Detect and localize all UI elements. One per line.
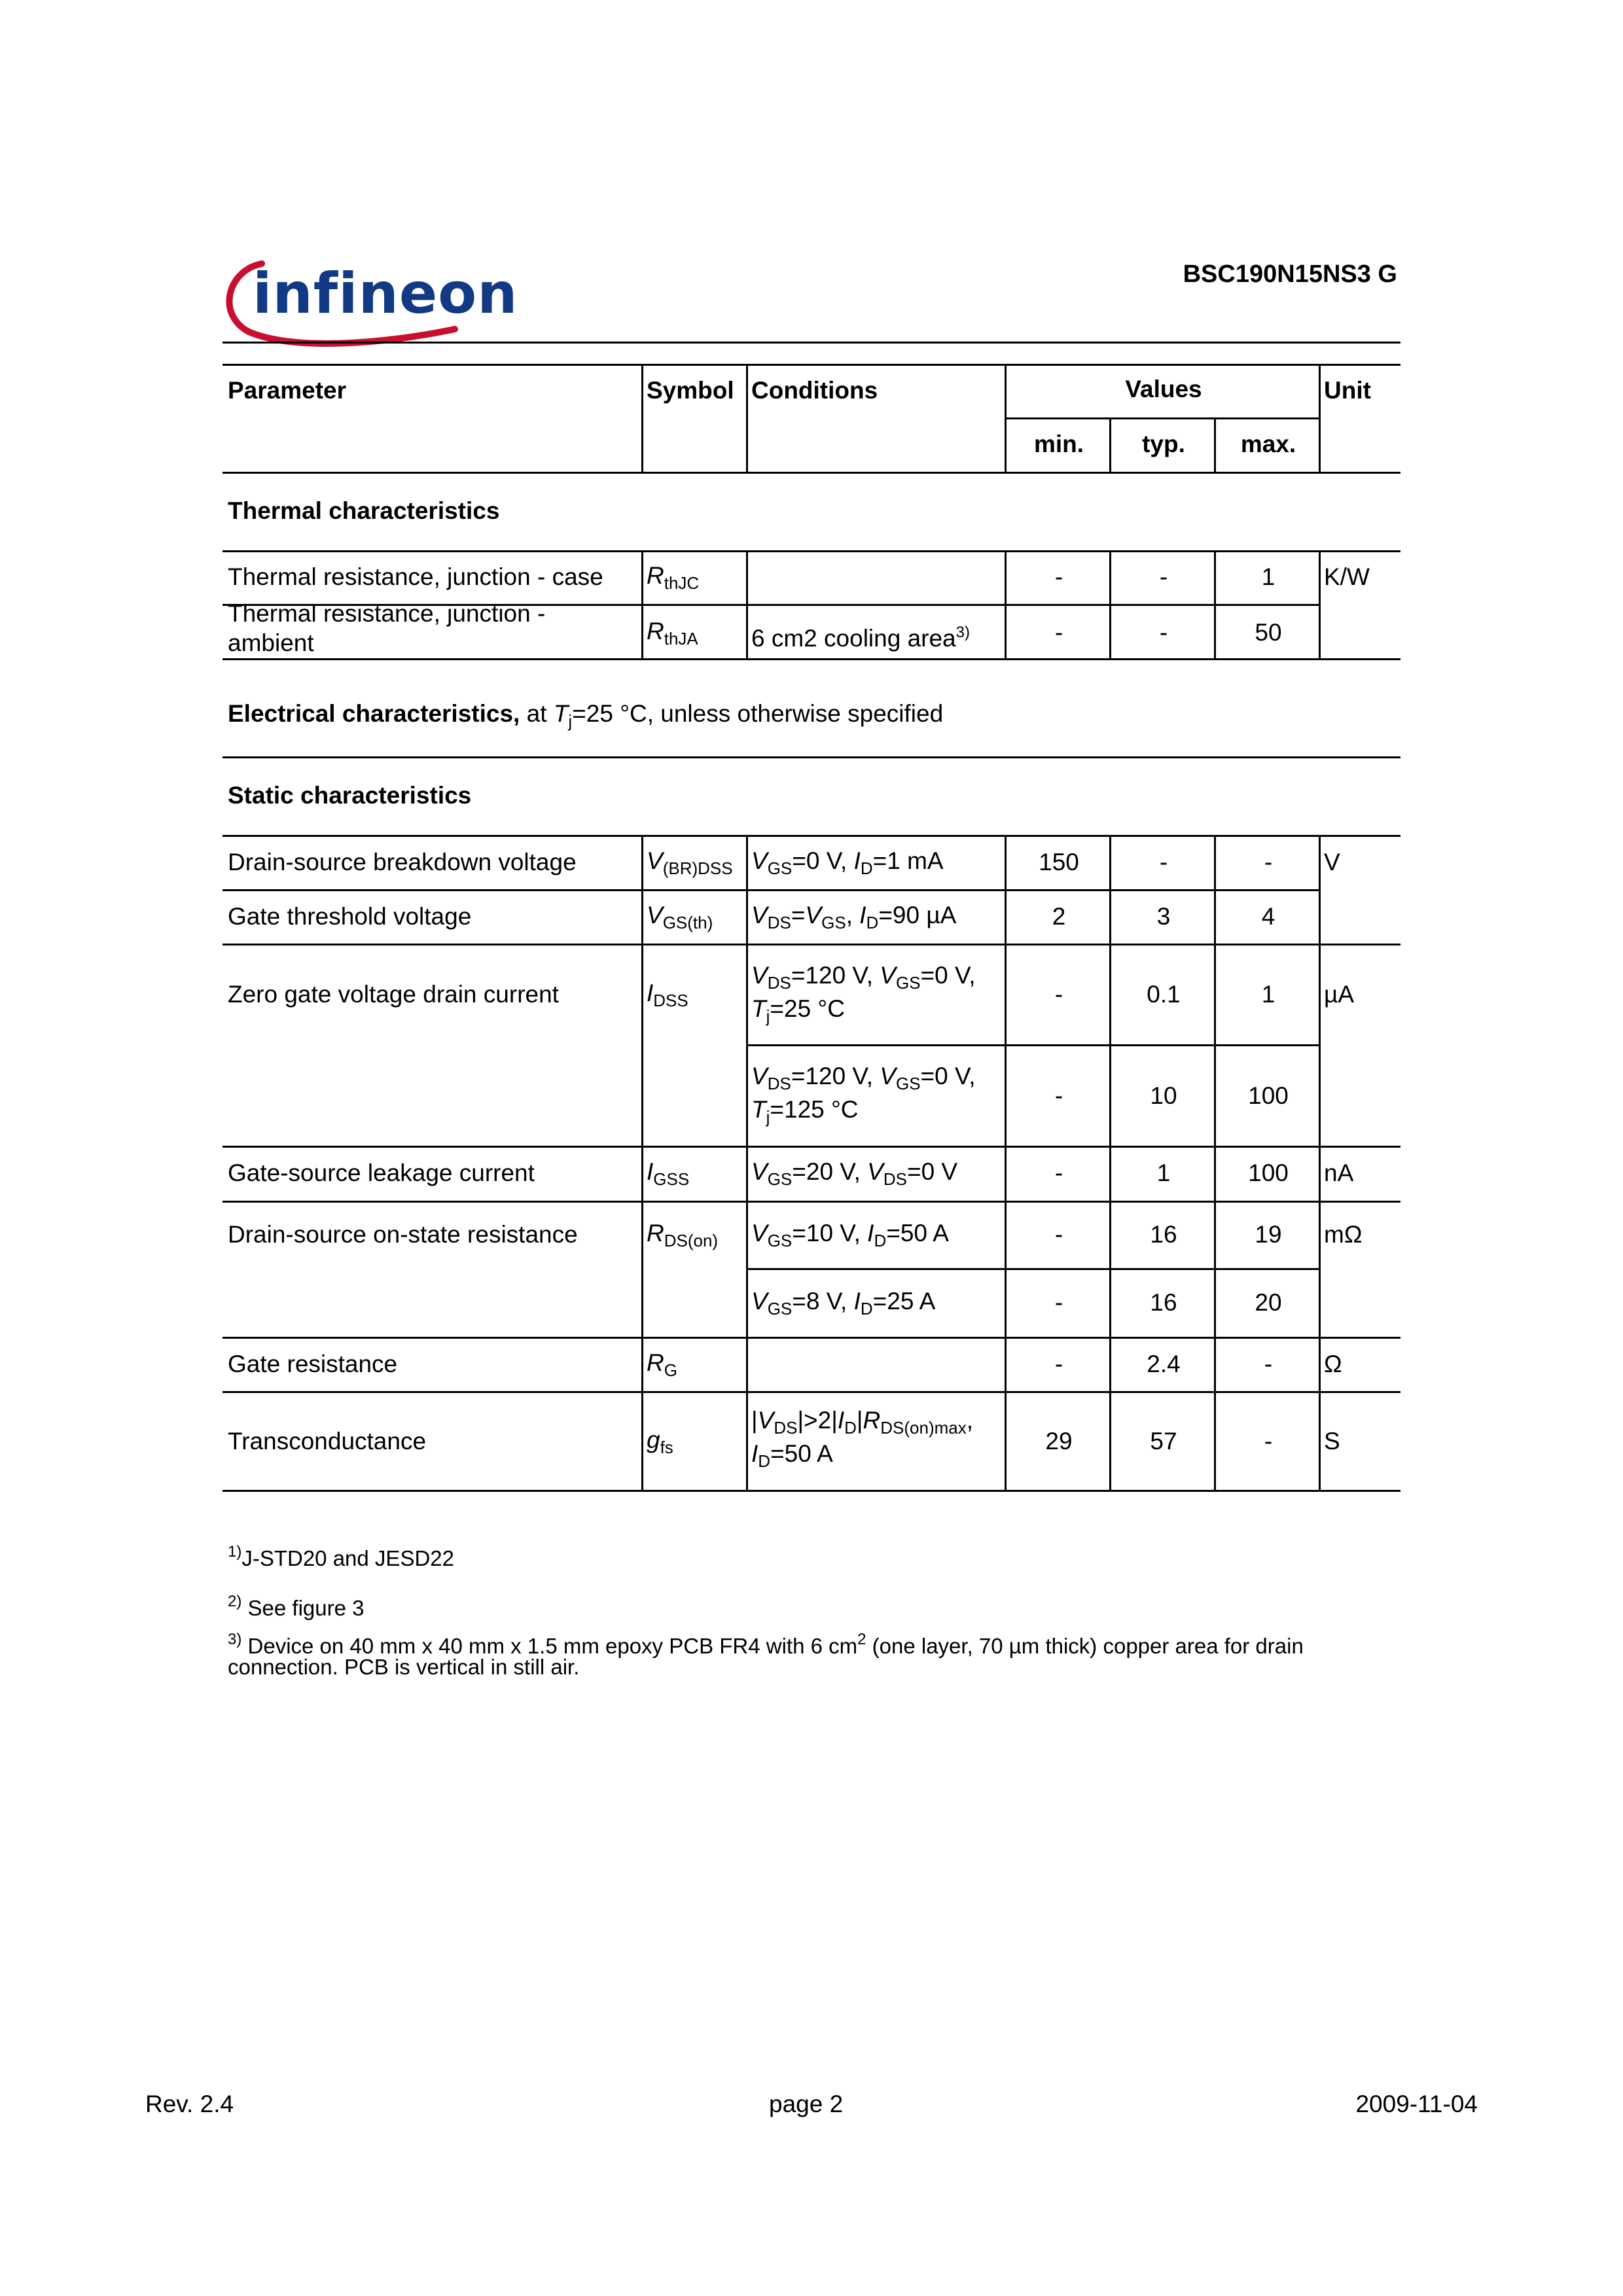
cond-zero-gate-2b: $T_j=125$ °C: [751, 1096, 859, 1127]
unit-breakdown: V: [1324, 849, 1340, 875]
min-on-res-2: -: [1054, 1289, 1063, 1316]
col-divider: [641, 364, 643, 474]
section-thermal: Thermal characteristics: [228, 497, 500, 524]
min-rthjc: -: [1054, 563, 1063, 590]
col-header-values: Values: [1125, 376, 1202, 402]
footnote-1: $^{1)}$J-STD20 and JESD22: [228, 1543, 454, 1570]
param-transcond: Transconductance: [228, 1428, 427, 1455]
symbol-gate-res: $R_G$: [647, 1349, 677, 1380]
footer-date: 2009-11-04: [1355, 2091, 1478, 2117]
col-divider: [746, 835, 748, 1492]
col-divider: [641, 835, 643, 1492]
cond-breakdown: $V_{GS}=0$ V, $I_D=1$ mA: [751, 847, 944, 878]
param-leakage: Gate-source leakage current: [228, 1159, 535, 1186]
rule: [747, 1044, 1321, 1046]
cond-transcond-1: $|V_{DS}|>2|I_D|R_{DS(on)max}$,: [751, 1407, 974, 1438]
max-on-res-1: 19: [1255, 1221, 1282, 1248]
cond-rthja: 6 cm2 cooling area$^{3)}$: [751, 624, 970, 652]
rule: [223, 1201, 1400, 1203]
col-header-conditions: Conditions: [751, 377, 878, 404]
col-header-parameter: Parameter: [228, 377, 347, 404]
symbol-zero-gate: $I_{DSS}$: [647, 980, 688, 1010]
cond-transcond-2: $I_D=50$ A: [751, 1440, 833, 1471]
section-electrical: Electrical characteristics, at $T_j=25$ °C, unless otherwise specified: [228, 700, 944, 731]
typ-zero-gate-2: 10: [1150, 1082, 1177, 1109]
logo-text: infineon: [253, 261, 518, 327]
typ-on-res-2: 16: [1150, 1289, 1177, 1316]
section-static: Static characteristics: [228, 782, 472, 809]
min-gate-res: -: [1054, 1351, 1063, 1377]
min-on-res-1: -: [1054, 1221, 1063, 1248]
unit-gate-res: Ω: [1324, 1351, 1342, 1377]
symbol-breakdown: $V_{(BR)DSS}$: [647, 847, 733, 878]
cond-zero-gate-1b: $T_j=25$ °C: [751, 995, 845, 1026]
min-transcond: 29: [1045, 1428, 1073, 1455]
col-header-symbol: Symbol: [647, 377, 734, 404]
col-header-typ: typ.: [1142, 431, 1185, 457]
typ-transcond: 57: [1150, 1428, 1177, 1455]
symbol-leakage: $I_{GSS}$: [647, 1158, 690, 1189]
col-divider: [746, 364, 748, 474]
param-gate-res: Gate resistance: [228, 1351, 398, 1377]
col-header-unit: Unit: [1324, 377, 1371, 404]
max-breakdown: -: [1264, 849, 1273, 875]
param-zero-gate: Zero gate voltage drain current: [228, 981, 559, 1008]
rule: [223, 550, 1400, 552]
table-top-rule: [223, 364, 1400, 366]
unit-transcond: S: [1324, 1428, 1340, 1455]
unit-on-res: mΩ: [1324, 1221, 1363, 1248]
min-zero-gate-1: -: [1054, 981, 1063, 1008]
typ-zero-gate-1: 0.1: [1147, 981, 1181, 1008]
symbol-transcond: $g_{fs}$: [647, 1426, 673, 1457]
rule: [223, 1391, 1400, 1393]
max-zero-gate-1: 1: [1261, 981, 1275, 1008]
max-transcond: -: [1264, 1428, 1273, 1455]
cond-on-res-2: $V_{GS}=8$ V, $I_D=25$ A: [751, 1288, 936, 1318]
typ-on-res-1: 16: [1150, 1221, 1177, 1248]
param-rthja-line1: Thermal resistance, junction -: [228, 600, 546, 627]
param-rthjc: Thermal resistance, junction - case: [228, 563, 603, 590]
cond-zero-gate-2a: $V_{DS}=120$ V, $V_{GS}=0$ V,: [751, 1063, 976, 1093]
param-threshold: Gate threshold voltage: [228, 903, 472, 930]
max-zero-gate-2: 100: [1248, 1082, 1289, 1109]
unit-zero-gate: µA: [1324, 981, 1354, 1008]
col-header-max: max.: [1240, 431, 1296, 457]
min-breakdown: 150: [1039, 849, 1079, 875]
min-rthja: -: [1054, 619, 1063, 646]
min-threshold: 2: [1052, 903, 1066, 930]
cond-leakage: $V_{GS}=20$ V, $V_{DS}=0$ V: [751, 1158, 958, 1189]
footer-revision: Rev. 2.4: [145, 2091, 234, 2117]
footer-page: page 2: [769, 2091, 844, 2117]
header-rule: [223, 342, 1400, 344]
max-leakage: 100: [1248, 1159, 1289, 1186]
cond-threshold: $V_{DS}=V_{GS}$, $I_D=90$ µA: [751, 902, 957, 932]
col-header-min: min.: [1033, 431, 1084, 457]
param-breakdown: Drain-source breakdown voltage: [228, 849, 577, 875]
col-divider: [641, 550, 643, 660]
infineon-logo: [223, 252, 518, 350]
rule: [223, 944, 1400, 945]
typ-gate-res: 2.4: [1147, 1351, 1181, 1377]
rule: [223, 472, 1400, 474]
min-leakage: -: [1054, 1159, 1063, 1186]
unit-leakage: nA: [1324, 1159, 1354, 1186]
rule: [223, 1146, 1400, 1148]
rule: [223, 1490, 1400, 1492]
rule: [223, 835, 1400, 837]
unit-thermal: K/W: [1324, 563, 1370, 590]
max-rthjc: 1: [1261, 563, 1275, 590]
typ-threshold: 3: [1156, 903, 1171, 930]
rule: [223, 889, 1321, 891]
rule: [223, 658, 1400, 660]
cond-zero-gate-1a: $V_{DS}=120$ V, $V_{GS}=0$ V,: [751, 962, 976, 993]
symbol-threshold: $V_{GS(th)}$: [647, 902, 713, 932]
typ-breakdown: -: [1159, 849, 1168, 875]
rule: [223, 1337, 1400, 1339]
symbol-on-res: $R_{DS(on)}$: [647, 1220, 719, 1250]
typ-rthja: -: [1159, 619, 1168, 646]
param-rthja-line2: ambient: [228, 629, 314, 656]
max-rthja: 50: [1255, 619, 1282, 646]
min-zero-gate-2: -: [1054, 1082, 1063, 1109]
typ-rthjc: -: [1159, 563, 1168, 590]
col-divider: [746, 550, 748, 660]
max-threshold: 4: [1261, 903, 1275, 930]
rule: [223, 756, 1400, 758]
symbol-rthja: $R_{thJA}$: [647, 618, 698, 648]
max-gate-res: -: [1264, 1351, 1273, 1377]
symbol-rthjc: $R_{thJC}$: [647, 562, 700, 593]
rule: [747, 1268, 1321, 1270]
cond-on-res-1: $V_{GS}=10$ V, $I_D=50$ A: [751, 1220, 949, 1250]
typ-leakage: 1: [1156, 1159, 1171, 1186]
param-on-res: Drain-source on-state resistance: [228, 1221, 578, 1248]
footnote-3-cont: connection. PCB is vertical in still air.: [228, 1655, 580, 1679]
footnote-2: $^{2)}$ See figure 3: [228, 1593, 365, 1620]
footnote-3: $^{3)}$ Device on 40 mm x 40 mm x 1.5 mm epoxy PCB FR4 with 6 $cm^2$ (one layer, 70 µm thick) copper area for drain: [228, 1631, 1304, 1658]
part-number: BSC190N15NS3 G: [1183, 260, 1397, 288]
max-on-res-2: 20: [1255, 1289, 1282, 1316]
values-subrule: [1005, 417, 1321, 419]
